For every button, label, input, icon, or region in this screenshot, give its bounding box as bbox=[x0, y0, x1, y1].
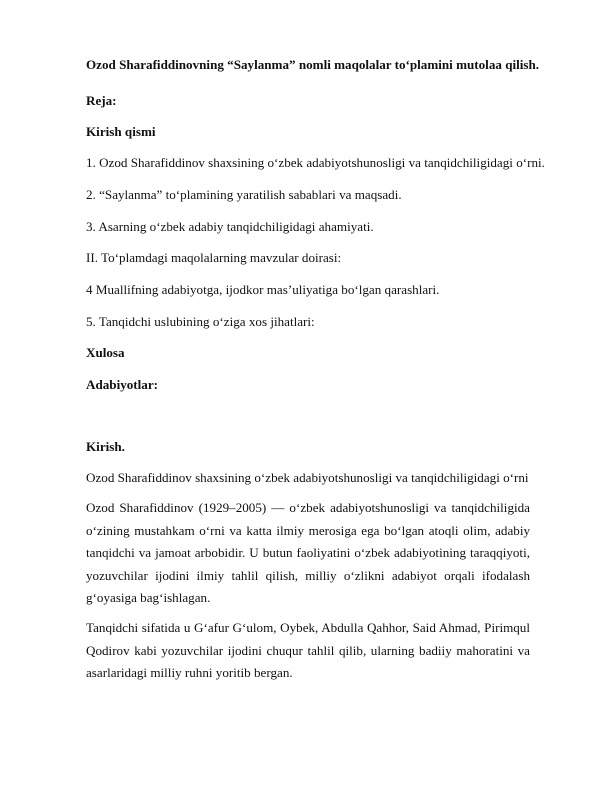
document-title: Ozod Sharafiddinovning “Saylanma” nomli maqolalar to‘plamini mutolaa qilish. bbox=[86, 57, 540, 72]
plan-item-intro: Kirish qismi bbox=[86, 124, 156, 139]
body-paragraph: Tanqidchi sifatida u G‘afur G‘ulom, Oybek, Abdulla Qahhor, Said Ahmad, Pirimqul Qodirov kabi yozuvchilar ijodini chuqur tahlil qilib, ularning badiiy mahoratini va asarlaridagi milliy ruhni yoritib bergan. bbox=[86, 620, 530, 681]
plan-item: 4 Muallifning adabiyotga, ijodkor mas’uliyatiga bo‘lgan qarashlari. bbox=[86, 282, 440, 297]
intro-subtitle: Ozod Sharafiddinov shaxsining o‘zbek adabiyotshunosligi va tanqidchiligidagi o‘rni bbox=[86, 470, 529, 485]
plan-item: 5. Tanqidchi uslubining o‘ziga xos jihatlari: bbox=[86, 314, 315, 329]
plan-item: 3. Asarning o‘zbek adabiy tanqidchiligidagi ahamiyati. bbox=[86, 219, 374, 234]
plan-item: II. To‘plamdagi maqolalarning mavzular doirasi: bbox=[86, 250, 342, 265]
plan-heading: Reja: bbox=[86, 93, 117, 108]
intro-heading: Kirish. bbox=[86, 439, 125, 454]
plan-item-conclusion: Xulosa bbox=[86, 345, 125, 360]
plan-item: 2. “Saylanma” to‘plamining yaratilish sabablari va maqsadi. bbox=[86, 187, 402, 202]
plan-item: 1. Ozod Sharafiddinov shaxsining o‘zbek adabiyotshunosligi va tanqidchiligidagi o‘rni. bbox=[86, 155, 545, 170]
plan-item-references: Adabiyotlar: bbox=[86, 377, 159, 392]
body-paragraph: Ozod Sharafiddinov (1929–2005) — o‘zbek adabiyotshunosligi va tanqidchiligida o‘zining mustahkam o‘rni va katta ilmiy merosiga ega bo‘lgan atoqli olim, adabiy tanqidchi va jamoat arbobidir. U butun faoliyatini o‘zbek adabiyotining taraqqiyoti, yozuvchilar ijodini ilmiy tahlil qilish, milliy o‘zlikni adabiyot orqali ifodalash g‘oyasiga bag‘ishlagan. bbox=[86, 500, 530, 606]
